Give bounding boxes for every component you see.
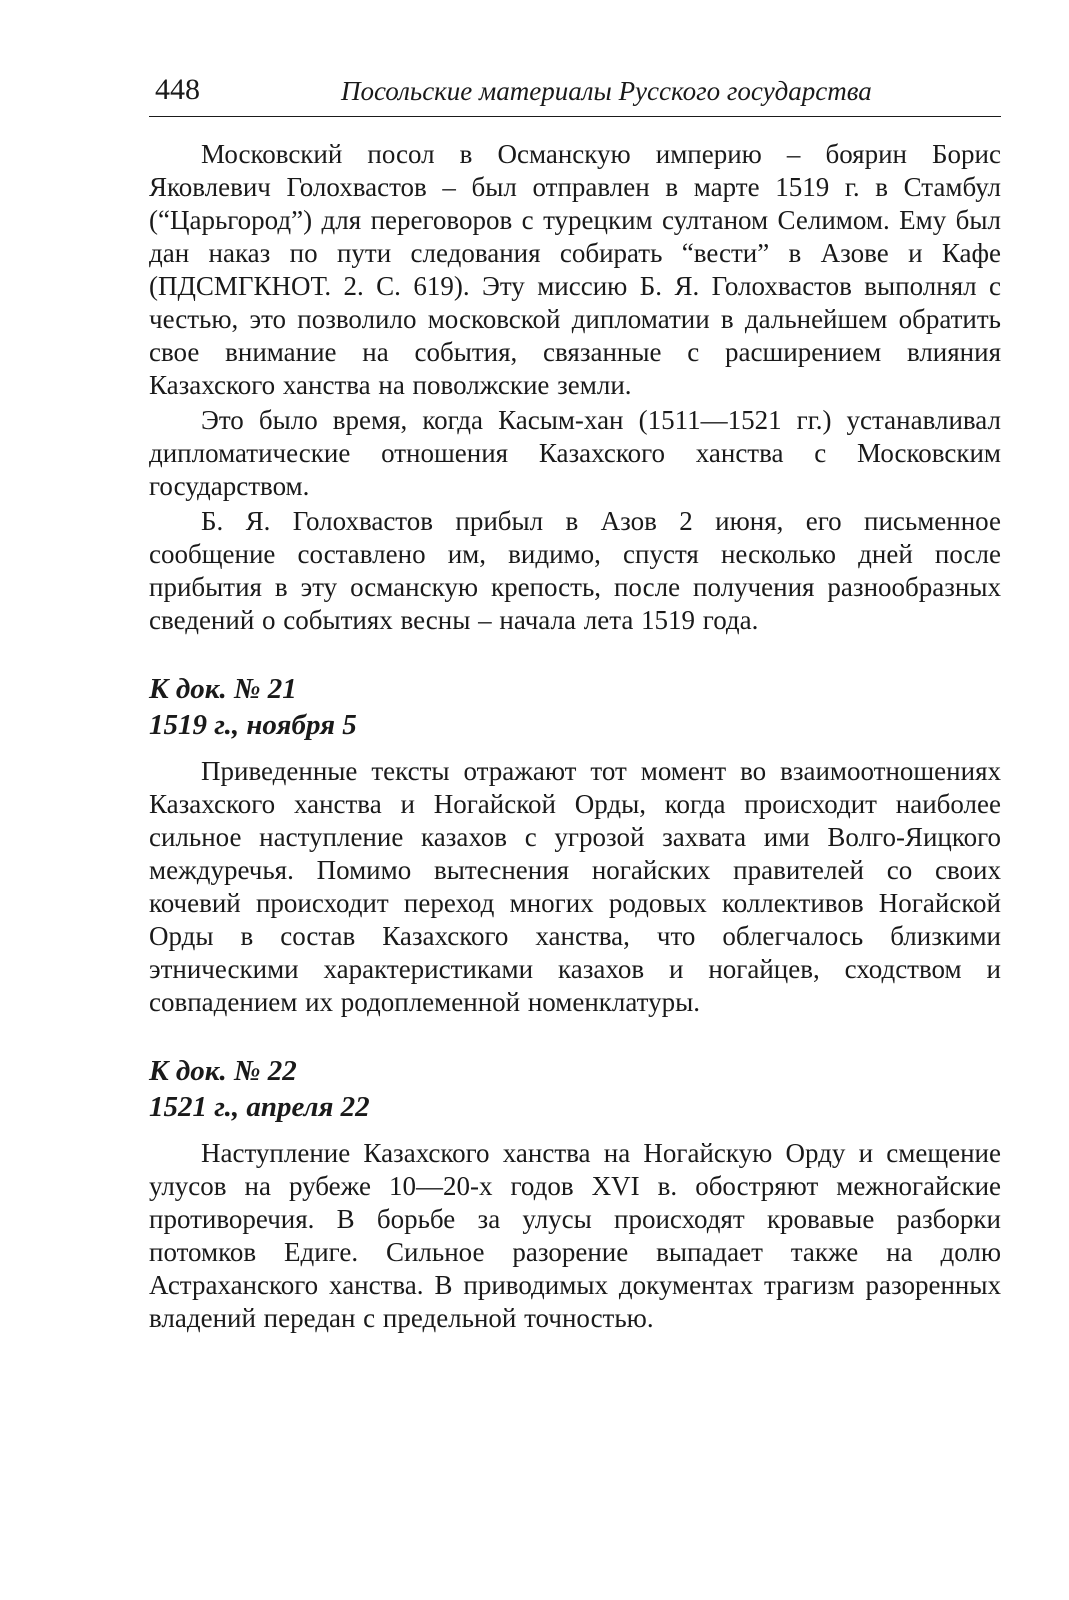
running-header bbox=[149, 70, 1001, 117]
section-heading-date: 1519 г., ноября 5 bbox=[149, 709, 357, 741]
document-page bbox=[149, 70, 1001, 1335]
intro-paragraph-1: Московский посол в Османскую империю – боярин Борис Яковлевич Голохвастов – был отправлен в марте 1519 г. в Стамбул (“Царьгород”) для переговоров с турецким султаном Селимом. Ему был дан наказ по пути следования собирать “вести” в Азове и Кафе (ПДСМГКНОТ. 2. С. 619). Эту миссию Б. Я. Голохвастов выполнял с честью, это позволило московской дипломатии в дальнейшем обратить свое внимание на события, связанные с расширением влияния Казахского ханства на поволжские земли. bbox=[149, 139, 1001, 400]
section-heading-doc-number: К док. № 22 bbox=[149, 1055, 297, 1087]
intro-paragraph-2: Это было время, когда Касым-хан (1511—1521 гг.) устанавливал дипломатические отношения Казахского ханства с Московским государством. bbox=[149, 405, 1001, 501]
section-paragraph: Наступление Казахского ханства на Ногайскую Орду и смещение улусов на рубеже 10—20-х годов XVI в. обостряют межногайские противоречия. В борьбе за улусы происходят кровавые разборки потомков Едиге. Сильное разорение выпадает также на долю Астраханского ханства. В приводимых документах трагизм разоренных владений передан с предельной точностью. bbox=[149, 1138, 1001, 1333]
page-number: 448 bbox=[155, 73, 200, 106]
section-doc-22 bbox=[149, 1053, 1001, 1335]
intro-paragraph-3: Б. Я. Голохвастов прибыл в Азов 2 июня, его письменное сообщение составлено им, видимо, спустя несколько дней после прибытия в эту османскую крепость, после получения разнообразных сведений о событиях весны – начала лета 1519 года. bbox=[149, 506, 1001, 635]
running-title: Посольские материалы Русского государства bbox=[341, 76, 872, 106]
section-heading-date: 1521 г., апреля 22 bbox=[149, 1091, 370, 1123]
section-doc-21 bbox=[149, 671, 1001, 1019]
section-heading-doc-number: К док. № 21 bbox=[149, 673, 297, 705]
section-paragraph: Приведенные тексты отражают тот момент во взаимоотношениях Казахского ханства и Ногайской Орды, когда происходит наиболее сильное наступление казахов с угрозой захвата ими Волго-Яицкого междуречья. Помимо вытеснения ногайских правителей со своих кочевий происходит переход многих родовых коллективов Ногайской Орды в состав Казахского ханства, что облегчалось близкими этническими характеристиками казахов и ногайцев, сходством и совпадением их родоплеменной номенклатуры. bbox=[149, 756, 1001, 1017]
